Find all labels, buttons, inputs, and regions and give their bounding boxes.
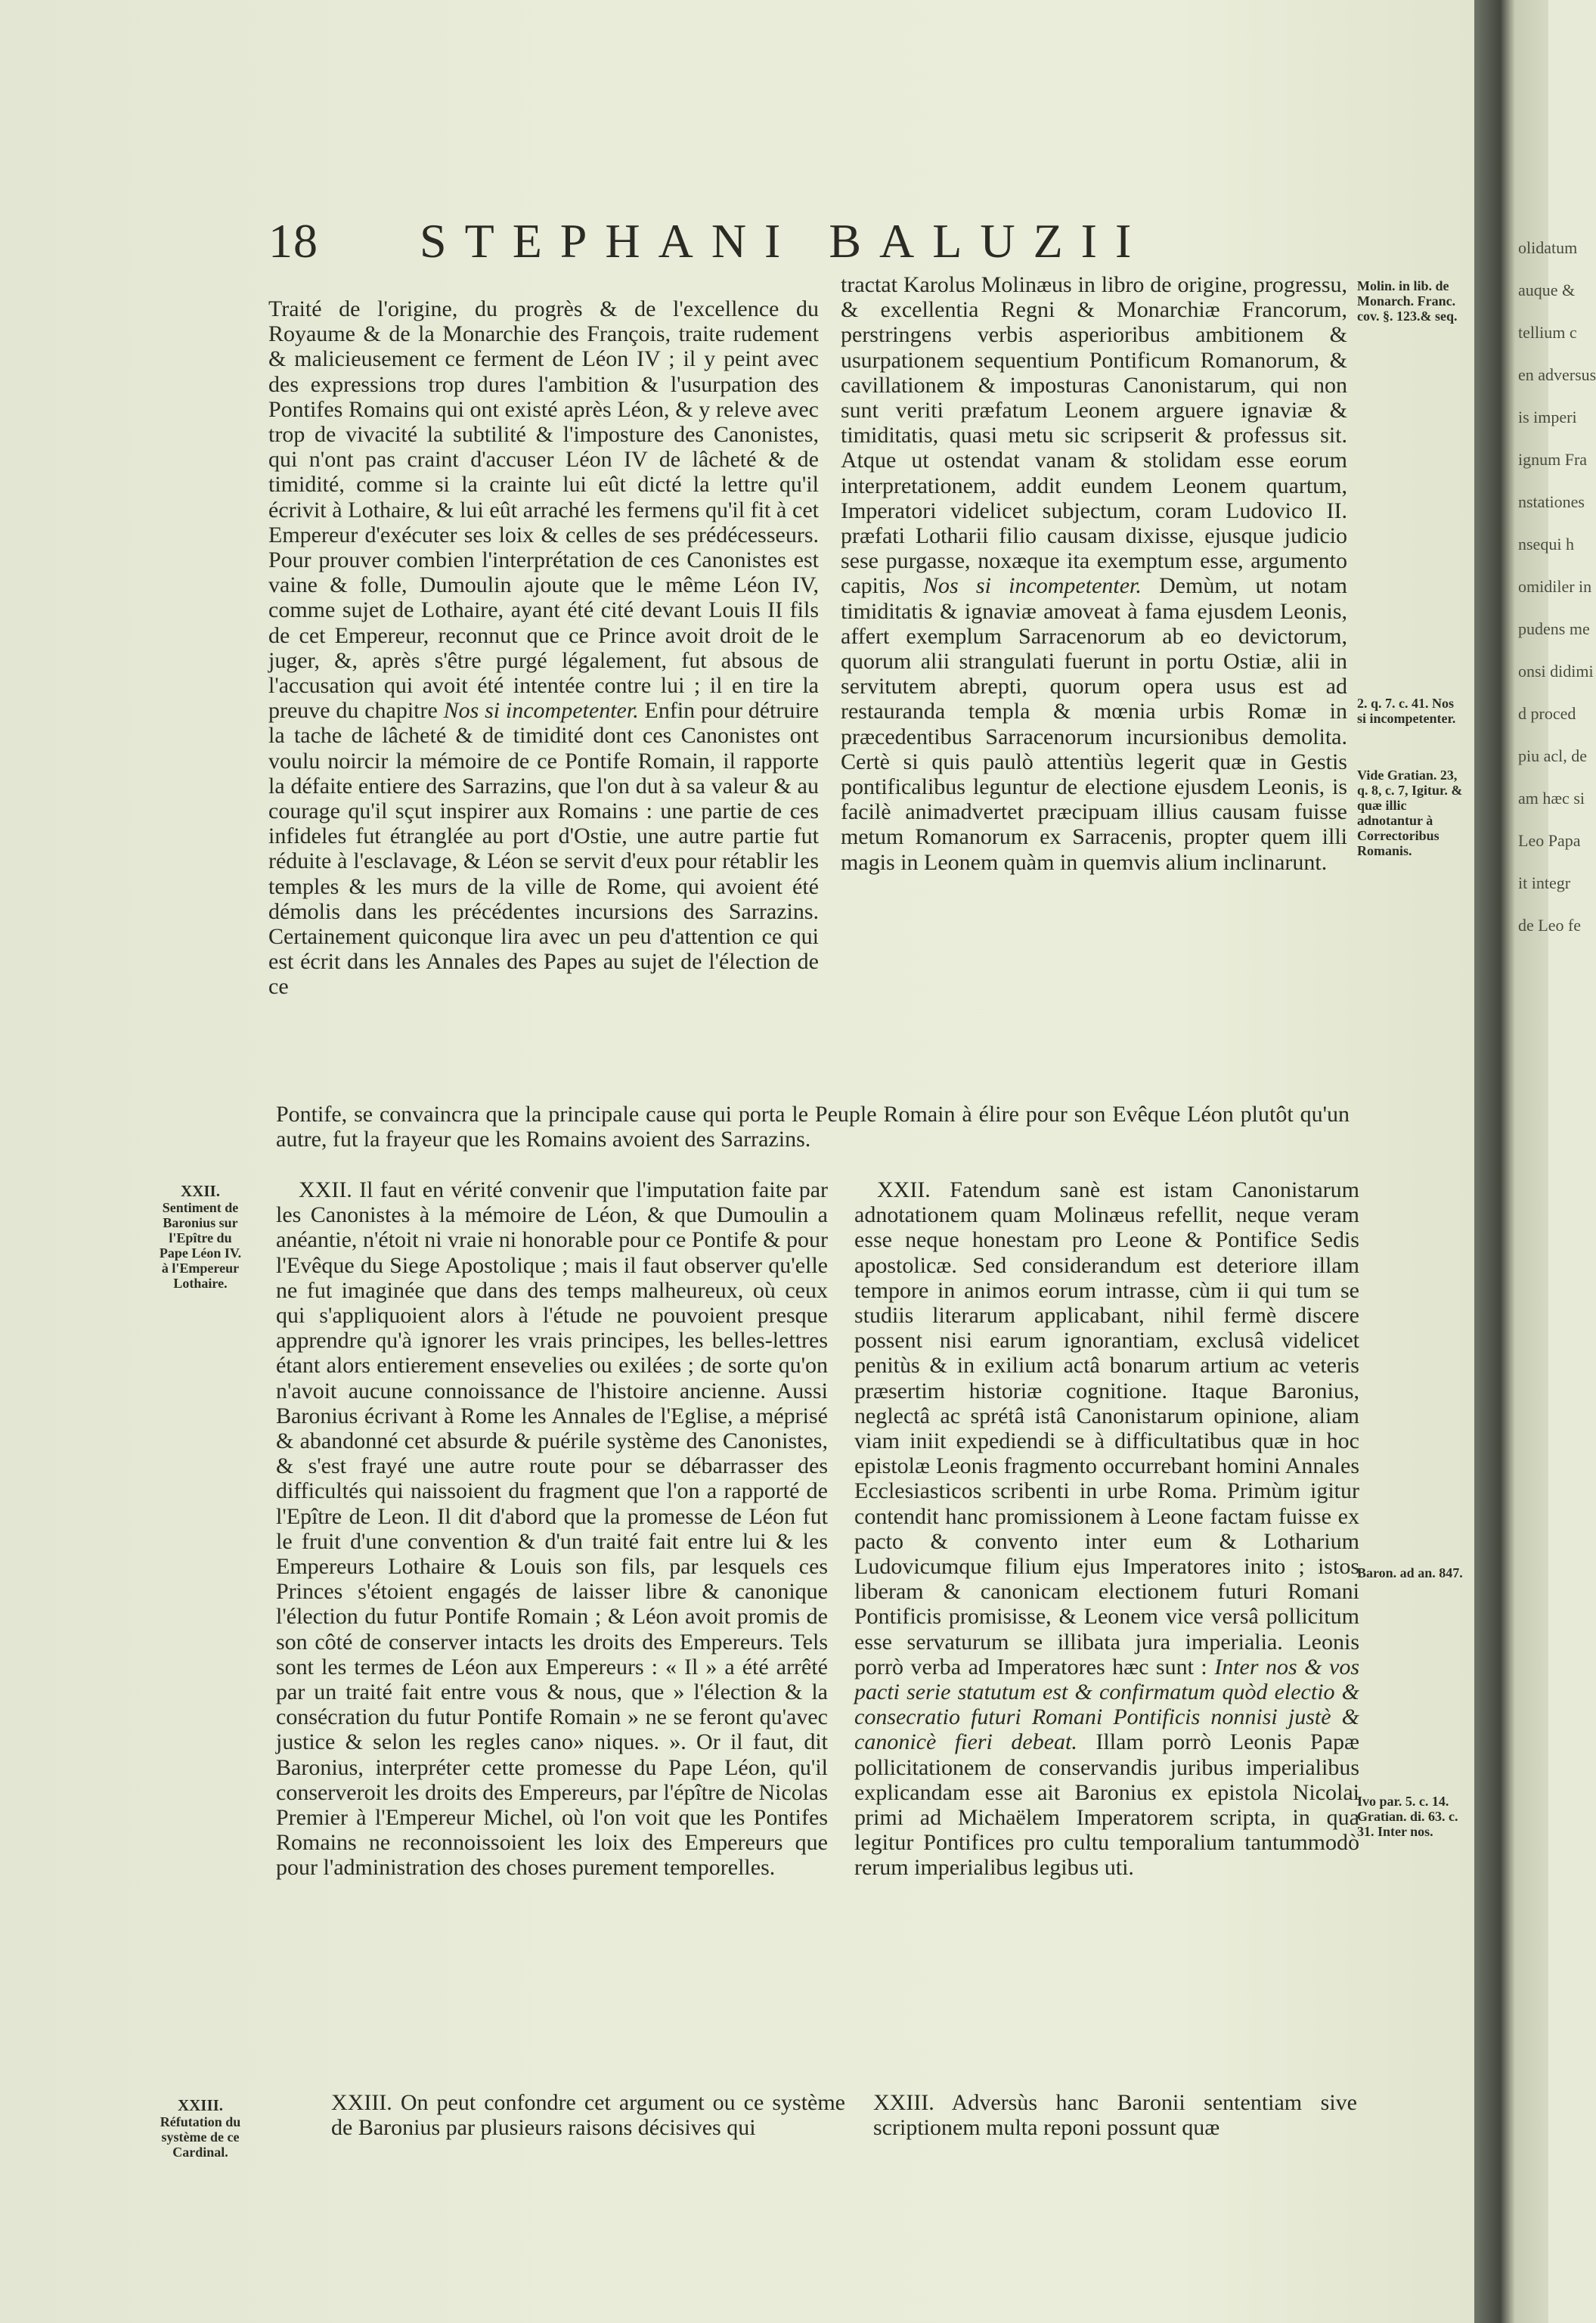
latin-paragraph-22-end: Illam porrò Leonis Papæ pollicitationem de conservandis juribus imperialibus explicandam esse ait Baronius ex epistola Nicolai primi ad Michaëlem Imperatorem scripta, in qua legitur Pontifices pro cultu temporalium tantummodò rerum imperialibus legibus uti. (854, 1729, 1360, 1881)
next-page-fragment: it integr (1518, 873, 1571, 892)
page-header (268, 213, 1372, 281)
margin-note-22-number: XXII. (181, 1182, 220, 1200)
next-page-fragment: Leo Papa (1518, 831, 1581, 850)
latin-paragraph-22-text: XXII. Fatendum sanè est istam Canonistarum adnotationem quam Molinæus refellit, neque veram esse neque honestam pro Leone & Pontifice Sedis apostolicæ. Sed considerandum est deteriore illam tempore in animos eorum intrasse, cùm ii qui tum se studiis literarum applicabant, nihil fermè discere possent nisi earum ignorantiam, exclusâ videlicet penitùs & in exilium actâ bonarum artium ac veteris præsertim historiæ cognitione. Itaque Baronius, neglectâ ac sprétâ istâ Canonistarum opinione, aliam viam iniit expediendi se à difficultatibus quæ in hoc epistolæ Leonis fragmento occurrebant homini Annales Ecclesiasticos scribenti in urbe Roma. Primùm igitur contendit hanc promissionem à Leone factam fuisse ex pacto & convento inter eum & Lotharium Ludovicumque filium ejus Imperatores inito ; istos liberam & canonicam electionem futuri Romani Pontificis promisisse, & Leonem vice versâ pollicitum esse servaturum se illibata jura imperialia. Leonis porrò verba ad Imperatores hæc sunt : (854, 1177, 1359, 1679)
running-title: STEPHANI BALUZII (420, 214, 1150, 268)
margin-note-23-text: Réfutation du système de ce Cardinal. (160, 2114, 241, 2160)
next-page-fragment: de Leo fe (1518, 916, 1582, 935)
margin-note-molinaeus: Molin. in lib. de Monarch. Franc. cov. §. 123.& seq. (1357, 278, 1458, 324)
french-text: Traité de l'origine, du progrès & de l'excellence du Royaume & de la Monarchie des François, traite rudement & malicieusement ce ferment de Léon IV ; il y peint avec des expressions trop dures l'ambition & l'usurpation des Pontifes Romains qui ont existé après Léon, & y releve avec trop de vivacité la subtilité & l'imposture des Canonistes, qui n'ont pas craint d'accuser Léon IV de lâcheté & de timidité, comme si la crainte lui eût dicté la lettre qu'il écrivit à Lothaire, & lui eût arraché les fermens qu'il fit à cet Empereur d'exécuter ses loix & celles de ses prédécesseurs. Pour prouver combien l'interprétation de ces Canonistes est vaine & folle, Dumoulin ajoute que le même Léon IV, comme sujet de Lothaire, ayant été cité devant Louis II fils de cet Empereur, reconnut que ce Prince avoit droit de le juger, &, après s'être purgé légalement, fut absous de l'accusation qui avoit été intentée contre lui ; il en tire la preuve du chapitre (268, 296, 819, 724)
margin-note-baronius: Baron. ad an. 847. (1357, 1565, 1463, 1580)
next-page-fragment: omidiler in (1518, 577, 1592, 596)
latin-paragraph-23 (873, 2090, 1357, 2140)
margin-note-22-text: Sentiment de Baronius sur l'Epître du Pape Léon IV. à l'Empereur Lothaire. (159, 1200, 242, 1291)
margin-note-canon-reference: 2. q. 7. c. 41. Nos si incompetenter. (1357, 696, 1456, 726)
french-paragraph-22 (276, 1177, 828, 1881)
latin-column-top (841, 272, 1347, 875)
margin-note-22 (155, 1183, 246, 1291)
page-number: 18 (268, 214, 318, 268)
french-column-top (268, 296, 819, 1000)
french-paragraph-23 (331, 2090, 845, 2140)
next-page-fragment: auque & (1518, 281, 1576, 299)
margin-note-ivo: Ivo par. 5. c. 14. Gratian. di. 63. c. 31. Inter nos. (1357, 1794, 1458, 1839)
margin-note-gratian: Vide Gratian. 23, q. 8, c. 7, Igitur. & quæ illic adnotantur à Correctoribus Romanis. (1357, 768, 1463, 858)
french-paragraph-22-text: XXII. Il faut en vérité convenir que l'imputation faite par les Canonistes à la mémoire de Léon, & que Dumoulin a anéantie, n'étoit ni vraie ni honorable pour ce Pontife & pour l'Evêque du Siege Apostolique ; mais il faut observer qu'elle ne fut imaginée que dans des temps malheureux, où ceux qui s'appliquoient alors à l'étude ne pouvoient presque apprendre qu'à ignorer les vrais principes, les belles-lettres étant alors entierement ensevelies ou exilées ; de sorte qu'on n'avoit aucune connoissance de l'histoire ancienne. Aussi Baronius écrivant à Rome les Annales de l'Eglise, a méprisé & abandonné cet absurde & puérile système des Canonistes, & s'est frayé une autre route pour se débarrasser des difficultés qui naissoient du fragment que l'on a rapporté de l'Epître de Leon. Il dit d'abord que la promesse de Léon fut le fruit d'une convention & d'un traité fait entre lui & les Empereurs Lothaire & Louis son fils, par lesquels ces Princes s'étoient engagés de laisser libre & canonique l'élection du futur Pontife Romain ; & Léon avoit promis de son côté de conserver intacts les droits des Empereurs. Tels sont les termes de Léon aux Empereurs : « Il » a été arrêté par un traité fait entre vous & nous, que » l'élection & la consécration du futur Pontife Romain » ne se feront qu'avec justice & selon les regles cano» niques. ». Or il faut, dit Baronius, interpréter cette promesse du Pape Léon, qu'il conserveroit les droits des Empereurs, par l'épître de Nicolas Premier à l'Empereur Michel, où l'on voit que les Pontifes Romains ne reconnoissoient les loix des Empereurs que pour l'administration des choses purement temporelles. (276, 1177, 828, 1881)
next-page-edge (1474, 0, 1596, 2323)
latin-quotation: Inter nos & vos pacti serie statutum est & confirmatum quòd electio & consecratio futuri Romani Pontificis nonnisi justè & canonicè fieri debeat. (854, 1654, 1359, 1755)
next-page-fragment: nsequi h (1518, 535, 1574, 554)
next-page-fragment: ignum Fra (1518, 450, 1588, 469)
next-page-fragment: pudens me (1518, 619, 1590, 638)
latin-paragraph-23-text: XXIII. Adversùs hanc Baronii sententiam sive scriptionem multa reponi possunt quæ (873, 2090, 1357, 2141)
french-paragraph-23-text: XXIII. On peut confondre cet argument ou ce système de Baronius par plusieurs raisons décisives qui (331, 2090, 845, 2141)
latin-citation: Nos si incompetenter. (923, 573, 1142, 599)
latin-paragraph-22 (854, 1177, 1359, 1881)
french-citation: Nos si incompetenter. (443, 698, 639, 724)
next-page-fragment: piu acl, de (1518, 746, 1588, 765)
full-width-line: Pontife, se convaincra que la principale cause qui porta le Peuple Romain à élire pour son Evêque Léon plutôt qu'un autre, fut la frayeur que les Romains avoient des Sarrazins. (276, 1102, 1350, 1152)
next-page-fragment: olidatum (1518, 238, 1578, 257)
next-page-fragment: is imperi (1518, 408, 1577, 426)
next-page-text-fragments (1518, 227, 1596, 947)
latin-text-continued: Demùm, ut notam timiditatis & ignaviæ amoveat à fama ejusdem Leonis, affert exemplum Sarracenorum ab eo devictorum, quorum alii strangulati fuerunt in portu Ostiæ, alii in servitutem abrepti, quorum opera usus est ad restauranda templa & mœnia urbis Romæ in præcedentibus Sarracenorum incursionibus demolita. Certè si quis paulò attentiùs legerit quæ in Gestis pontificalibus leguntur de electione ejusdem Leonis, is facilè animadvertet præcipuam illius causam fuisse metum Romanorum ex Sarracenis, propter quem illi magis in Leonem quàm in quemvis alium inclinarunt. (841, 573, 1347, 875)
margin-note-23-number: XXIII. (177, 2096, 224, 2114)
next-page-fragment: en adversus (1518, 365, 1596, 384)
next-page-fragment: tellium c (1518, 323, 1577, 342)
next-page-fragment: d proced (1518, 704, 1576, 723)
next-page-fragment: nstationes (1518, 492, 1585, 511)
latin-text: tractat Karolus Molinæus in libro de origine, progressu, & excellentia Regni & Monarchiæ Francorum, perstringens verbis asperioribus ambitionem & usurpationem sequentium Pontificum Romanorum, & cavillationem & imposturas Canonistarum, qui non sunt veriti præfatum Leonem arguere ignaviæ & timiditatis, quasi metu sic scripserit & professus sit. Atque ut ostendat vanam & stolidam esse eorum interpretationem, addit eundem Leonem quartum, Imperatori videlicet subjectum, coram Ludovico II. præfati Lotharii filio causam dixisse, ejusque judicio sese purgasse, noxæque ita exemptum esse, argumento capitis, (841, 272, 1347, 599)
french-text-continued: Enfin pour détruire la tache de lâcheté & de timidité dont ces Canonistes ont voulu noircir la mémoire de ce Pontife Romain, il rapporte la défaite entiere des Sarrazins, que l'on dut à sa valeur & au courage qu'il sçut inspirer aux Romains : une partie de ces infideles fut étranglée au port d'Ostie, une autre partie fut réduite à l'esclavage, & Léon se servit d'eux pour rétablir les temples & les murs de la ville de Rome, qui avoient été démolis dans les précédentes incursions des Sarrazins. Certainement quiconque lira avec un peu d'attention ce qui est écrit dans les Annales des Papes au sujet de l'élection de ce (268, 698, 820, 1000)
next-page-fragment: am hæc si (1518, 789, 1585, 808)
margin-note-23 (155, 2098, 246, 2160)
next-page-fragment: onsi didimi (1518, 662, 1594, 681)
